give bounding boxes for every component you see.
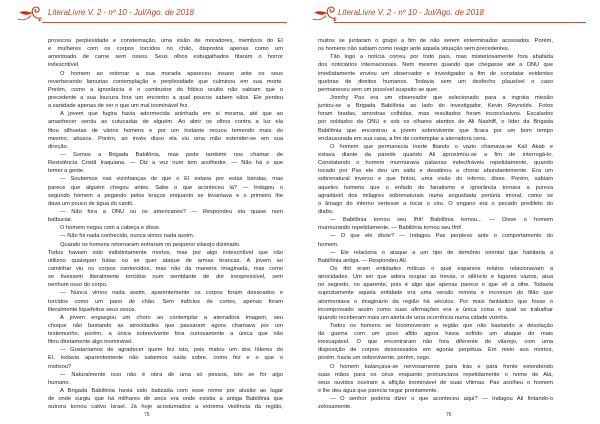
text-line: testemunho, porém, a única sobrevivente fora curiosamente a única que não xyxy=(48,331,283,338)
text-line: O homem balançava-se nervosamente para trás e para frente estendendo xyxy=(330,363,553,370)
text-line: Resistência Cristã Iraquiana. — Diz a voz num tom acolhedor. — Não há o que xyxy=(48,160,283,167)
text-line: homem. xyxy=(318,241,339,248)
text-line: incomprovado assim como suas afirmações era a única coisa o qual se trabalhar xyxy=(318,306,553,313)
text-line: — Não foi nada conhecido, nunca vimos nada assim. xyxy=(60,233,195,240)
text-column xyxy=(48,37,283,411)
text-line: O homem ao retornar a sua morada apareceu insano ante os seus xyxy=(60,70,283,77)
text-line: os homens não sabiam como reagir ante aquela situação sem precedentes. xyxy=(318,46,510,53)
text-line: — Soubemos nas vizinhanças de que o EI estava por estas bandas, mas xyxy=(60,176,283,183)
text-line: segundo homem a pegando pelos braços enquanto se levantava e o primeiro lhe xyxy=(48,192,283,199)
text-line: A Brigada Babilônia havia sido batizada com esse nome por alusão ao lugar xyxy=(60,388,283,395)
text-line: precedente a sua loucura fora um encontro a qual poucos sabem sãos. Ele perdeu xyxy=(48,94,283,101)
text-line: Quando os homens retornaram entraram no pequeno vilarejo dizimado. xyxy=(60,241,241,248)
text-line: dos noticiários internacionais. Nem mesmo quando que chegasse até a ONU que xyxy=(318,62,553,69)
text-line: provocou perplexidade e consternação, uma visão de moradores, membros do EI xyxy=(48,38,283,44)
text-line: temer a gente. xyxy=(48,168,85,175)
paragraph xyxy=(48,208,283,224)
text-line: suas mãos para os céus enquanto pronunciava repetidamente o nome de Alá, xyxy=(318,371,553,378)
flourish-ornament-icon xyxy=(311,3,338,23)
text-line: — Somos a Brigada Babilônia, mas pode também nos chamar de xyxy=(60,151,283,158)
paragraph xyxy=(48,387,283,411)
text-line: estava diante da parede quando Ali aproximou-se a fim de interrogá-lo. xyxy=(318,151,553,158)
text-line: imediatamente enviou um observador e investigador a fim de constatar evidentes xyxy=(318,70,553,77)
paragraph xyxy=(48,371,283,387)
paragraph xyxy=(48,110,283,151)
text-line: sobrenatural inverso e que fintou, uma visão do inferno, disse. Porém, sabiam xyxy=(318,176,553,183)
text-line: Porém, como a ignorância é o combustor do fóbico oculto não sabiam que o xyxy=(48,86,283,93)
text-line: quebras de direitos humanos. Todavia sem um desfecho plausível o caso xyxy=(318,78,553,85)
text-line: seus ouvidos ouviram a aflição inominável de suas vítimas. Pax acolheu o homem xyxy=(318,379,553,386)
paragraph xyxy=(318,37,553,53)
text-line: enclausurada em sua casa, a fim de contemplar a aterradora cena. xyxy=(318,135,488,142)
paragraph xyxy=(318,395,553,411)
paragraph xyxy=(318,53,553,94)
text-line: dava um pouco de água do cantil. xyxy=(48,200,134,207)
page-number: 75 xyxy=(144,412,150,418)
text-line: amanhecer sentiu as cutucadas de alguém. Ao abrir os olhos contra a luz ela xyxy=(48,119,283,126)
text-line: — Ele relaciona o ataque a um tipo de demônio oriental que habitaria a xyxy=(330,249,553,256)
text-line: e mulheres com os corpos torcidos no chão, dispostos apenas como um xyxy=(48,46,283,53)
text-line: reverberando lamurias contemplação e perplexidade que culminou em sua morte. xyxy=(48,78,283,85)
page-right xyxy=(300,0,600,424)
text-line: literalmente liquefeitos seus ossos. xyxy=(48,306,137,313)
text-line: direção. xyxy=(48,143,69,150)
text-line: inescapável. O que encontraram não fora diferente do vilarejo, com uma xyxy=(318,339,553,346)
text-line: por soldados da ONU e sob os olhares atentos de Ali Nashiff, o líder da Brigada xyxy=(318,119,553,126)
text-line: de onde surgiu que há milhares de anos era onde existia a antiga Babilônia que xyxy=(48,396,283,403)
paragraph xyxy=(48,37,283,70)
text-line: — Naturalmente isso não é obra de uma só pessoa, isto se for algo xyxy=(60,371,283,378)
text-line: indescritível. xyxy=(48,62,80,69)
text-line: humano. xyxy=(48,379,71,386)
text-line: porém, havia um sobrevivente, porém, cego. xyxy=(318,355,431,362)
text-line: outrora tornou cativo Israel. Já hoje acostumados a extrema violência da região, xyxy=(48,404,283,411)
text-column xyxy=(318,37,553,411)
paragraph xyxy=(318,322,553,363)
text-line: zelosamente. xyxy=(318,404,352,411)
text-line: — Nunca vimos nada assim, aparentemente os corpos foram dessoados e xyxy=(60,290,283,297)
page-number: 76 xyxy=(446,412,452,418)
text-line: O homem negou com a cabeça e disse. xyxy=(60,225,161,232)
text-line: Jonnhy Pax era um observador que selecionado para a ingrata missão xyxy=(330,94,553,101)
text-line: permaneceu sem um possível suspeito se quer. xyxy=(318,86,439,93)
text-line: utilizou quaisquer balas ou se quer ataque de armas brancas. A jovem ao xyxy=(48,257,283,264)
text-line: torcidos como um pano de chão. Sem indícios de cortes, apenas foram xyxy=(48,298,283,305)
running-header-title: LiteraLivre V. 2 - nº 10 - Jul/Ago. de 2018 xyxy=(338,8,484,17)
header-rule xyxy=(334,22,586,23)
text-line: — O senhor poderia dizer o que aconteceu aqui? — Indagou Ali fintando-o xyxy=(330,396,553,403)
paragraph xyxy=(318,265,553,322)
paragraph xyxy=(48,232,283,240)
text-line: aqueles homens que o enfado do fanatismo e ignorância tornara a pureza xyxy=(318,184,553,191)
text-line: A jovem que fugira havia adormecida aninhada em si mesma, até que ao xyxy=(60,111,283,118)
paragraph xyxy=(48,224,283,232)
text-line: atormentava o imaginário da região há séculos. Por mais fantástico que fosse o xyxy=(318,298,553,305)
text-line: tocado por Pax ele deu um salto e desatinou a chorar abundantemente. Era um xyxy=(318,168,553,175)
flourish-ornament-icon xyxy=(16,3,43,23)
text-line: Babilônia que encontrou a jovem sobrevivente que ficara por um bom tempo xyxy=(318,127,553,134)
text-line: Os ifrit eram entidades míticas o qual esparsos relatos relacionavam a xyxy=(330,265,553,272)
text-line: juntou-se a Brigada Babilônia ao lado do investigador, Kevin Reynolds. Fotos xyxy=(318,103,553,110)
text-line: murmurando repetidamente. — Babilônia tornou seu Ifrit! xyxy=(318,225,462,232)
text-line: caminhar viu os corpos contorcidos, mas não da maneira imaginada, mas como xyxy=(48,265,283,272)
text-line: supostamente aquela entidade era uma versão remota e incomum do filão que xyxy=(318,290,553,297)
paragraph xyxy=(48,314,283,347)
text-line: O homem que permanecia inerte fitando o vazio chamava-se Kali Akab e xyxy=(330,143,553,150)
text-line: Tão logo a notícia correu por todo país, mas misteriosamente fora abafada xyxy=(330,54,553,61)
text-line: Todos os homens se locomoveram a região que não bastando a desolação xyxy=(330,322,553,329)
paragraph xyxy=(48,289,283,313)
text-line: Constatando o homem murmurava palavras indecifráveis repetidamente, quando xyxy=(318,160,553,167)
text-line: foram tiradas, amostras colhidas, mas resultados foram inconclusivos. Escalados xyxy=(318,111,553,118)
paragraph xyxy=(318,232,553,248)
running-header-title: LiteraLivre V. 2 - nº 10 - Jul/Ago. de 2018 xyxy=(48,8,194,17)
text-line: se tivessem literalmente torcidos num semblante de dor inexpressível, sem xyxy=(48,274,283,281)
text-line: a sanidade apenas de ver o que um mal inominável fez. xyxy=(48,103,190,110)
text-line: muitos se juntaram o grupo a fim de não serem exterminados acossados. Porém, xyxy=(318,38,553,44)
text-line: parece que alguém chegou antes. Sabe o que aconteceu lá? — Indagou o xyxy=(48,184,283,191)
text-line: A jovem engasgou um choro ao contemplar a aterradora imagem, seu xyxy=(60,314,283,321)
text-line: motivou? xyxy=(48,363,72,370)
text-line: atrocidades. Um ser que adora ocupar as trevas, o silêncio e lugares vazios, atua xyxy=(318,274,553,281)
text-line: fitou silhuetas de vários homens e por um instante recuou temendo mais do xyxy=(48,127,283,134)
text-line: o âmago do inferno vertesse a tocar o céu. O engano era o pecado predileto do xyxy=(318,200,553,207)
paragraph xyxy=(48,346,283,370)
text-line: no segredo, no aparente, pois é algo que apenas parece o que vê a olhe. Todavia xyxy=(318,282,553,289)
text-line: amontoado de carne sem ossos. Seus olhos esbugalhados fitaram o horror xyxy=(48,54,283,61)
header-rule xyxy=(42,22,287,23)
text-line: — Não fora a ONU ou os americanos? — Respondeu ela quase num xyxy=(60,208,283,215)
paragraph xyxy=(48,175,283,208)
text-line: mesmo, abusos. Porém, ao invés disso ela viu uma mão estender-se em sua xyxy=(48,135,283,142)
text-line: balbuciar. xyxy=(48,217,73,224)
text-line: — O que ele disse? — Indagou Pax perplexo ante o comportamento do xyxy=(330,233,553,240)
paragraph xyxy=(318,94,553,143)
text-line: Babilônia antiga. — Respondeu Ali. xyxy=(318,257,408,264)
text-line: disposição de corpos dessossados em agonia perpétua. Em meio aos mortos, xyxy=(318,347,553,354)
text-line: diabo. xyxy=(318,208,334,215)
text-line: choque não bastando as atrocidades que passaram agora chamava por um xyxy=(48,322,283,329)
paragraph xyxy=(48,151,283,175)
text-line: EI, todavia aparentemente não sabemos nada sobre, como fez e o que o xyxy=(48,355,283,362)
text-line: — Babilônia tornou seu Ifrit! Babilônia tornou... — Disse o homem xyxy=(330,217,553,224)
text-line: — Gostaríamos de agradecer quem fez isto, pois matou um dos líderes do xyxy=(60,347,283,354)
paragraph xyxy=(48,70,283,111)
paragraph xyxy=(318,249,553,265)
text-line: da guerra com um povo aflito agora havia sofrido um ataque do mais xyxy=(318,331,553,338)
text-line: fitou diretamente algo inominável. xyxy=(48,339,134,346)
paragraph xyxy=(48,241,283,290)
text-line: nenhum osso do corpo. xyxy=(48,282,108,289)
paragraph xyxy=(318,363,553,396)
paragraph xyxy=(318,143,553,216)
text-line: agradável dos milagres sobrenaturais numa angustiada penúria imoral, como se xyxy=(318,192,553,199)
text-line: e lhe deu água que parecia negar prontamente. xyxy=(318,388,439,395)
text-line: Todos haviam sido indistintamente mortos, mas por algo indescritível que não xyxy=(48,249,283,256)
paragraph xyxy=(318,216,553,232)
text-line: quando receberam mais um alerta de uma ocorrência numa cidade vizinha. xyxy=(318,314,509,321)
